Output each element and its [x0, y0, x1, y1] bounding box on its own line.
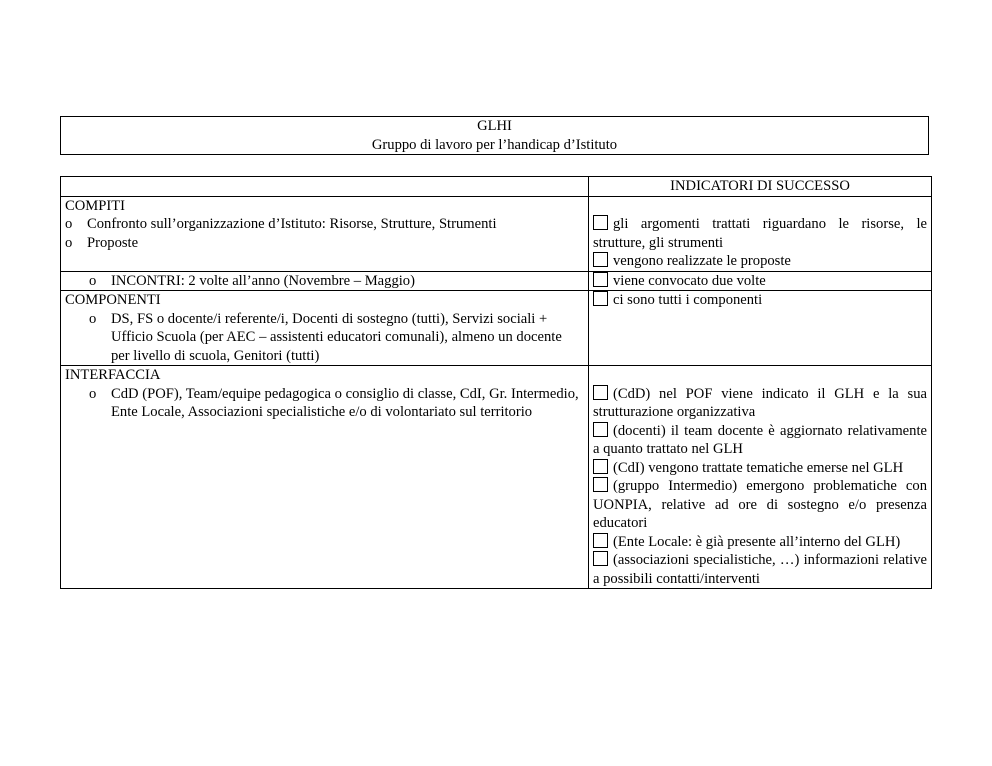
- list-item: [65, 385, 584, 422]
- interfaccia-cell: [61, 366, 589, 589]
- list-item: [65, 310, 584, 366]
- list-item: [65, 234, 584, 253]
- incontri-item: INCONTRI: 2 volte all’anno (Novembre – Maggio): [111, 272, 415, 289]
- incontri-cell: [61, 271, 589, 291]
- header-left-cell: [61, 177, 589, 197]
- checkbox[interactable]: [593, 459, 608, 474]
- indicator-text: (gruppo Intermedio) emergono problematiche con UONPIA, relative ad ore di sostegno e/o presenza educatori: [593, 478, 927, 531]
- indicator-item: [593, 215, 927, 252]
- compiti-item-2: Proposte: [87, 234, 139, 251]
- interfaccia-indicators-cell: [589, 366, 932, 589]
- componenti-item: DS, FS o docente/i referente/i, Docenti di sostegno (tutti), Servizi sociali + Ufficio Scuola (per AEC – assistenti educatori comunali), almeno un docente per livello di scuola, Genitori (tutti): [111, 310, 562, 364]
- indicator-item: [593, 533, 927, 552]
- document-subtitle: Gruppo di lavoro per l’handicap d’Istituto: [371, 136, 618, 153]
- checkbox[interactable]: [593, 533, 608, 548]
- compiti-indicators-cell: [589, 196, 932, 271]
- header-indicators: INDICATORI DI SUCCESSO: [589, 177, 932, 197]
- checkbox[interactable]: [593, 291, 608, 306]
- indicator-text: (associazioni specialistiche, …) informazioni relative a possibili contatti/interventi: [593, 552, 927, 587]
- indicator-text: (CdD) nel POF viene indicato il GLH e la sua strutturazione organizzativa: [593, 385, 927, 420]
- compiti-item-1: Confronto sull’organizzazione d’Istituto: Risorse, Strutture, Strumenti: [87, 216, 497, 232]
- compiti-cell: [61, 196, 589, 271]
- bullet-marker: o: [65, 234, 73, 251]
- row-interfaccia: [61, 366, 932, 589]
- glhi-table: [60, 176, 932, 589]
- checkbox[interactable]: [593, 215, 608, 230]
- checkbox[interactable]: [593, 385, 608, 400]
- checkbox[interactable]: [593, 252, 608, 267]
- bullet-marker: o: [89, 385, 97, 402]
- indicator-item: [593, 459, 927, 478]
- checkbox[interactable]: [593, 422, 608, 437]
- indicator-item: [593, 422, 927, 459]
- list-item: [65, 272, 584, 291]
- title-box: [60, 116, 929, 155]
- checkbox[interactable]: [593, 551, 608, 566]
- checkbox[interactable]: [593, 272, 608, 287]
- bullet-marker: o: [89, 310, 97, 327]
- row-incontri: [61, 271, 932, 291]
- indicator-text: viene convocato due volte: [613, 272, 766, 289]
- indicator-item: [593, 385, 927, 422]
- indicator-text: gli argomenti trattati riguardano le risorse, le strutture, gli strumenti: [593, 216, 927, 251]
- checkbox[interactable]: [593, 477, 608, 492]
- indicator-item: [593, 477, 927, 533]
- indicator-item: [593, 551, 927, 588]
- bullet-marker: o: [89, 272, 97, 289]
- indicator-text: (Ente Locale: è già presente all’interno del GLH): [613, 533, 901, 550]
- row-compiti: [61, 196, 932, 271]
- document-title: GLHI: [477, 118, 512, 134]
- componenti-heading: COMPONENTI: [65, 292, 161, 308]
- indicator-text: (docenti) il team docente è aggiornato relativamente a quanto trattato nel GLH: [593, 422, 927, 457]
- incontri-indicator-cell: [589, 271, 932, 291]
- indicator-item: [593, 291, 927, 310]
- list-item: [65, 215, 584, 234]
- row-componenti: [61, 291, 932, 366]
- indicator-item: [593, 252, 927, 271]
- indicator-text: (CdI) vengono trattate tematiche emerse nel GLH: [613, 459, 904, 476]
- componenti-cell: [61, 291, 589, 366]
- bullet-marker: o: [65, 216, 73, 232]
- compiti-heading: COMPITI: [65, 197, 125, 214]
- table-header-row: [61, 177, 932, 197]
- interfaccia-item: CdD (POF), Team/equipe pedagogica o consiglio di classe, CdI, Gr. Intermedio, Ente Locale, Associazioni specialistiche e/o di volontariato sul territorio: [111, 385, 579, 420]
- indicator-text: ci sono tutti i componenti: [613, 292, 763, 308]
- interfaccia-heading: INTERFACCIA: [65, 367, 161, 383]
- componenti-indicator-cell: [589, 291, 932, 366]
- indicator-text: vengono realizzate le proposte: [613, 253, 791, 269]
- indicator-item: [593, 272, 927, 291]
